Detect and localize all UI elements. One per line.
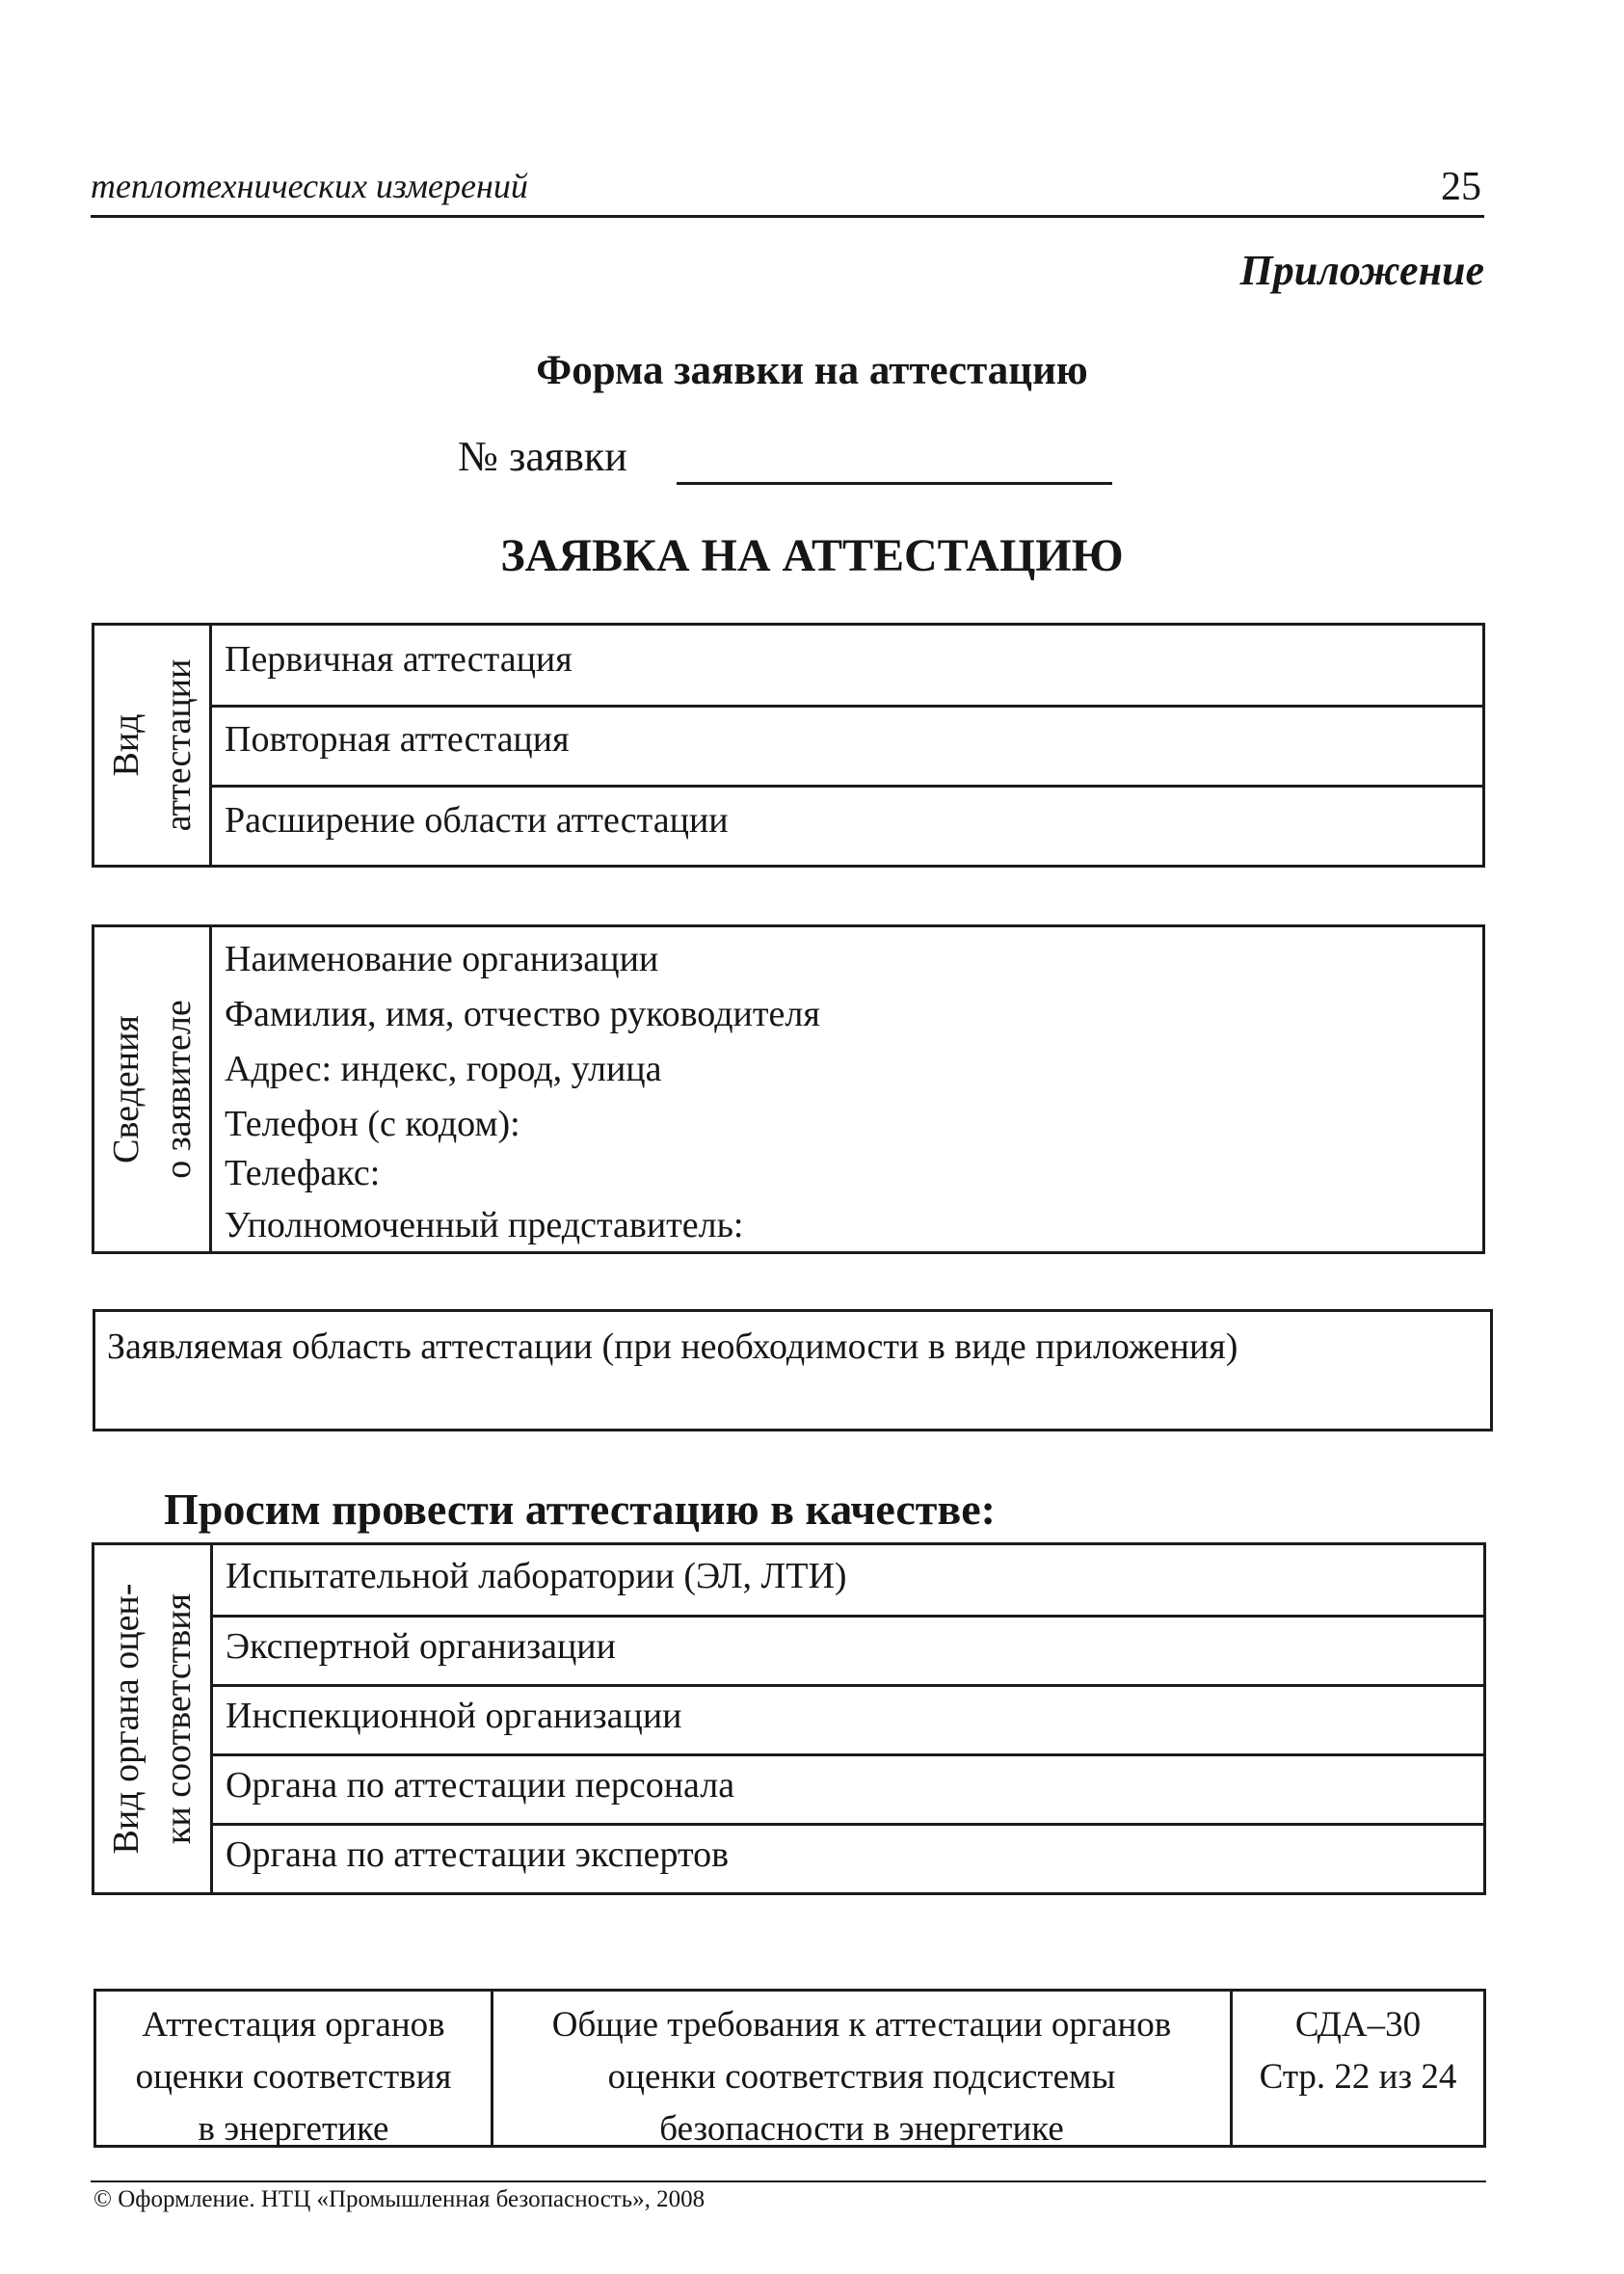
copyright-divider: [91, 2180, 1486, 2182]
footer-text-line: безопасности в энергетике: [659, 2109, 1064, 2149]
appendix-label: Приложение: [1239, 247, 1484, 294]
applicant-representative-field[interactable]: Уполномоченный представитель:: [225, 1205, 744, 1245]
declared-scope-label: Заявляемая область аттестации (при необходимости в виде приложения): [107, 1326, 1238, 1367]
side-label-line: Вид органа оцен-: [106, 1583, 146, 1855]
attestation-type-table: [92, 623, 1485, 868]
footer-text-line: оценки соответствия: [135, 2057, 452, 2097]
body-type-option-lab[interactable]: Испытательной лаборатории (ЭЛ, ЛТИ): [226, 1556, 847, 1596]
attestation-type-option-primary[interactable]: Первичная аттестация: [225, 639, 572, 680]
side-label-line: ки соответствия: [158, 1592, 199, 1845]
row-divider: [213, 1823, 1483, 1826]
applicant-phone-field[interactable]: Телефон (с кодом):: [225, 1104, 520, 1144]
body-type-option-inspection-org[interactable]: Инспекционной организации: [226, 1696, 682, 1736]
applicant-info-side-label: [94, 927, 212, 1251]
page-of-total: Стр. 22 из 24: [1259, 2057, 1457, 2097]
body-type-option-expert-org[interactable]: Экспертной организации: [226, 1626, 616, 1667]
body-type-side-label: [94, 1545, 213, 1892]
running-header-title: теплотехнических измерений: [91, 167, 528, 205]
applicant-address-field[interactable]: Адрес: индекс, город, улица: [225, 1049, 662, 1089]
footer-text-line: Аттестация органов: [142, 2005, 445, 2045]
body-type-table: [92, 1542, 1486, 1895]
copyright-notice: © Оформление. НТЦ «Промышленная безопасность», 2008: [93, 2186, 706, 2212]
header-divider: [91, 215, 1484, 218]
declared-scope-box[interactable]: [93, 1309, 1493, 1431]
row-divider: [213, 1615, 1483, 1618]
row-divider: [213, 1753, 1483, 1756]
form-title: Форма заявки на аттестацию: [536, 348, 1088, 393]
attestation-type-option-repeat[interactable]: Повторная аттестация: [225, 719, 570, 760]
footer-table: [93, 1989, 1486, 2148]
side-label-line: о заявителе: [157, 1000, 199, 1179]
attestation-type-option-extension[interactable]: Расширение области аттестации: [225, 800, 729, 841]
request-heading: Просим провести аттестацию в качестве:: [164, 1485, 996, 1534]
body-type-option-experts[interactable]: Органа по аттестации экспертов: [226, 1834, 730, 1875]
footer-col-document-title: [493, 1992, 1233, 2149]
applicant-org-name-field[interactable]: Наименование организации: [225, 939, 659, 979]
side-label-line: Сведения: [105, 1015, 146, 1164]
applicant-director-name-field[interactable]: Фамилия, имя, отчество руководителя: [225, 994, 820, 1034]
footer-col-document-code: [1233, 1992, 1483, 2145]
application-number-field[interactable]: [677, 482, 1112, 485]
applicant-fax-field[interactable]: Телефакс:: [225, 1153, 381, 1193]
row-divider: [213, 1684, 1483, 1687]
footer-text-line: Общие требования к аттестации органов: [551, 2005, 1172, 2045]
applicant-info-table: [92, 924, 1485, 1254]
row-divider: [212, 785, 1482, 788]
footer-text-line: в энергетике: [198, 2109, 389, 2149]
body-type-option-personnel[interactable]: Органа по аттестации персонала: [226, 1765, 735, 1806]
footer-col-subject: [96, 1992, 493, 2149]
document-code: СДА–30: [1294, 2005, 1422, 2045]
attestation-type-side-label: [94, 626, 212, 865]
page-number: 25: [1441, 165, 1481, 209]
row-divider: [212, 705, 1482, 708]
side-label-line: Вид: [105, 713, 146, 777]
main-title: ЗАЯВКА НА АТТЕСТАЦИЮ: [500, 530, 1124, 581]
footer-text-line: оценки соответствия подсистемы: [607, 2057, 1116, 2097]
side-label-line: аттестации: [157, 658, 199, 832]
application-number-label: № заявки: [458, 433, 627, 480]
